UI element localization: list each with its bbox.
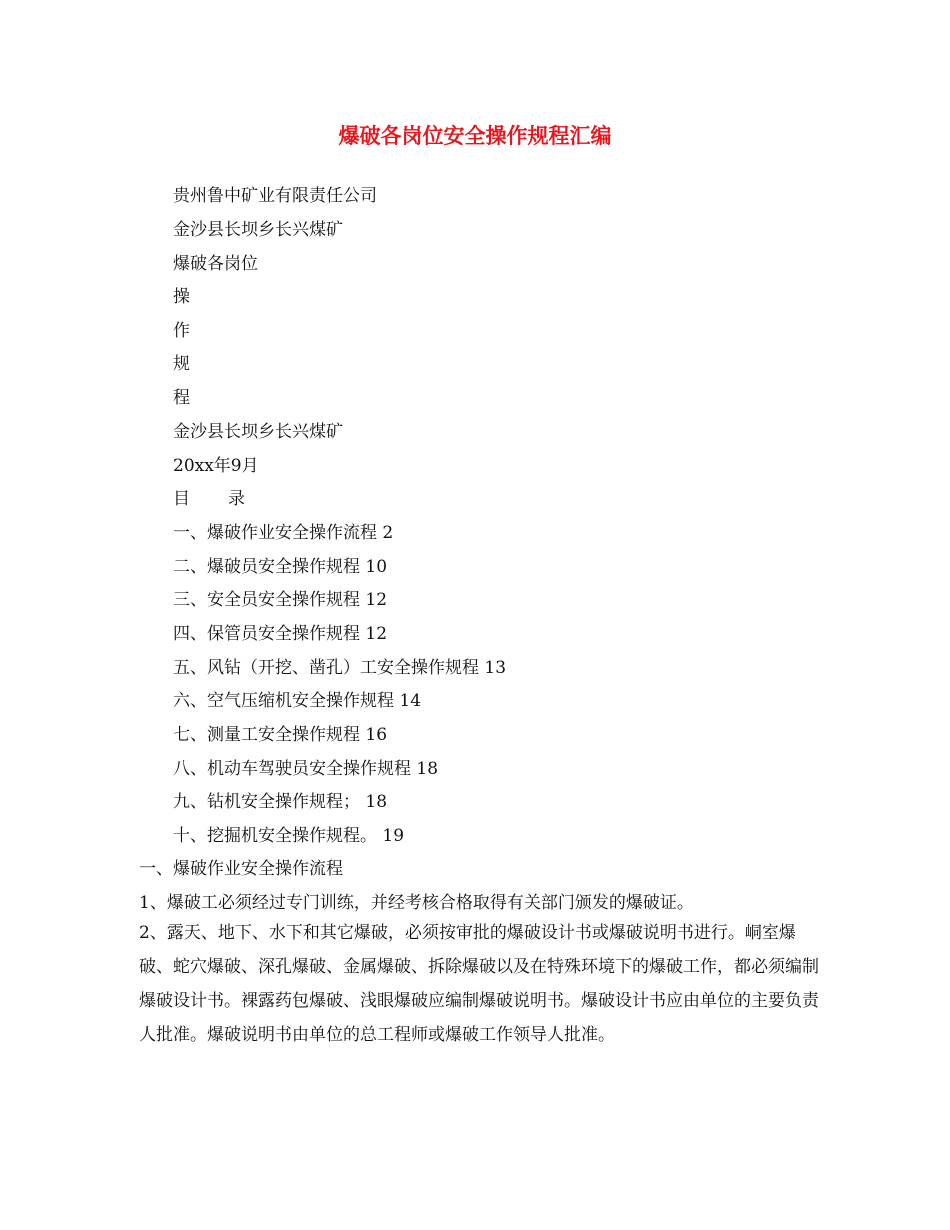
cover-heading: 爆破各岗位 [173,254,258,274]
toc-item[interactable]: 九、钻机安全操作规程； 18 [173,792,388,812]
section-heading: 一、爆破作业安全操作流程 [139,859,343,879]
mine-name: 金沙县长坝乡长兴煤矿 [173,220,343,240]
toc-heading-right: 录 [228,489,245,509]
vertical-char: 规 [173,354,190,374]
toc-heading-left: 目 [173,489,190,509]
toc-item[interactable]: 五、风钻（开挖、凿孔）工安全操作规程 13 [173,658,507,678]
toc-heading [173,487,245,511]
toc-item[interactable]: 七、测量工安全操作规程 16 [173,725,388,745]
document-date: 20xx年9月 [173,456,259,476]
toc-item[interactable]: 四、保管员安全操作规程 12 [173,624,388,644]
mine-name-repeat: 金沙县长坝乡长兴煤矿 [173,422,343,442]
vertical-char: 作 [173,321,190,341]
document-title: 爆破各岗位安全操作规程汇编 [338,124,612,148]
vertical-char: 程 [173,388,190,408]
vertical-char: 操 [173,287,190,307]
toc-item[interactable]: 八、机动车驾驶员安全操作规程 18 [173,759,439,779]
company-name: 贵州鲁中矿业有限责任公司 [173,186,377,206]
paragraph-item-2: 2、露天、地下、水下和其它爆破，必须按审批的爆破设计书或爆破说明书进行。峒室爆破、蛇穴爆破、深孔爆破、金属爆破、拆除爆破以及在特殊环境下的爆破工作，都必须编制爆破设计书。裸露药包爆破、浅眼爆破应编制爆破说明书。爆破设计书应由单位的主要负责人批准。爆破说明书由单位的总工程师或爆破工作领导人批准。 [139,923,819,1045]
toc-item[interactable]: 十、挖掘机安全操作规程。 19 [173,826,405,846]
toc-item[interactable]: 二、爆破员安全操作规程 10 [173,557,388,577]
toc-item[interactable]: 一、爆破作业安全操作流程 2 [173,523,394,543]
paragraph-item-1: 1、爆破工必须经过专门训练，并经考核合格取得有关部门颁发的爆破证。 [139,893,694,913]
toc-item[interactable]: 六、空气压缩机安全操作规程 14 [173,691,422,711]
toc-item[interactable]: 三、安全员安全操作规程 12 [173,590,388,610]
